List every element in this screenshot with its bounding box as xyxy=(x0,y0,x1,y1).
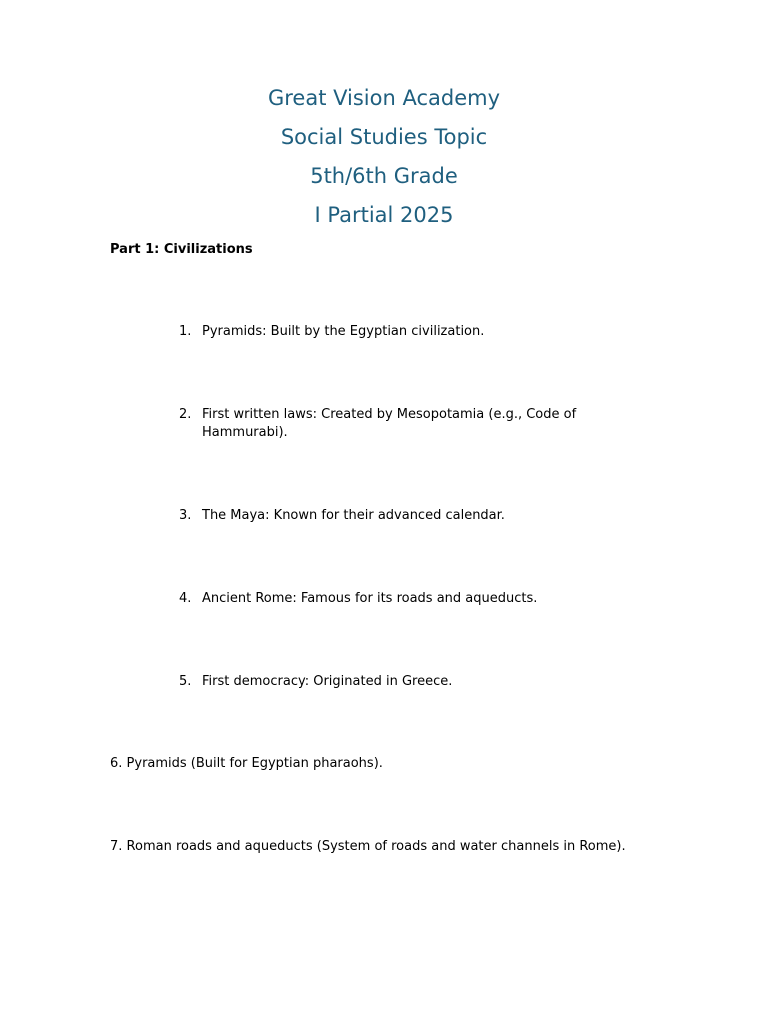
term-title: I Partial 2025 xyxy=(314,203,454,227)
paragraph-item: 6. Pyramids (Built for Egyptian pharaohs). xyxy=(110,756,383,771)
list-item-number: 3. xyxy=(179,508,192,523)
list-item-number: 2. xyxy=(179,407,192,422)
list-item-text: First written laws: Created by Mesopotamia (e.g., Code of Hammurabi). xyxy=(202,407,577,440)
list-item-text: Pyramids: Built by the Egyptian civilization. xyxy=(202,324,485,339)
grade-title: 5th/6th Grade xyxy=(310,164,458,188)
list-item-text: Ancient Rome: Famous for its roads and aqueducts. xyxy=(202,591,538,606)
list-item xyxy=(179,406,629,442)
list-item-number: 4. xyxy=(179,591,192,606)
list-item xyxy=(179,323,629,341)
list-item-number: 5. xyxy=(179,674,192,689)
list-item-text: First democracy: Originated in Greece. xyxy=(202,674,453,689)
list-item xyxy=(179,590,629,608)
paragraph-item: 7. Roman roads and aqueducts (System of roads and water channels in Rome). xyxy=(110,839,626,854)
list-item xyxy=(179,673,629,691)
list-item-number: 1. xyxy=(179,324,192,339)
section-heading-part1: Part 1: Civilizations xyxy=(110,242,253,257)
list-item-text: The Maya: Known for their advanced calendar. xyxy=(202,508,505,523)
subject-title: Social Studies Topic xyxy=(280,125,488,149)
list-item xyxy=(179,507,629,525)
school-name: Great Vision Academy xyxy=(267,86,501,110)
